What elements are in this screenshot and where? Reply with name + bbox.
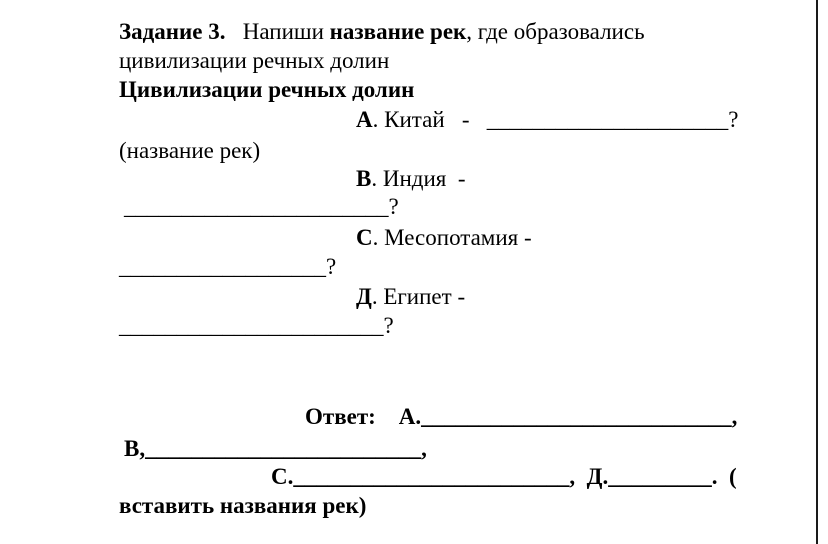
item-a-blank[interactable]: _____________________ — [486, 107, 729, 132]
answer-c[interactable]: С.________________________, — [271, 464, 576, 489]
item-d — [356, 283, 465, 311]
section-heading: Цивилизации речных долин — [119, 77, 415, 102]
item-c-mark: ? — [326, 254, 337, 279]
item-d-letter: Д — [356, 284, 372, 309]
answer-label: Ответ: — [305, 404, 376, 429]
task-label: Задание 3. — [119, 19, 226, 44]
answer-open-paren: ( — [728, 464, 737, 489]
item-d-answer-line — [119, 312, 394, 340]
item-a-continuation: (название рек) — [119, 138, 261, 163]
item-a — [356, 106, 739, 134]
item-b-text: . Индия - — [371, 166, 466, 191]
answer-d[interactable]: Д._________. — [586, 464, 718, 489]
task-heading-line — [119, 18, 645, 46]
page-edge-rule — [816, 0, 818, 544]
item-b-mark: ? — [388, 194, 399, 219]
answer-footer: вставить названия рек) — [119, 493, 367, 518]
answer-line-3 — [271, 463, 737, 491]
task-text-before: Напиши — [242, 19, 330, 44]
item-c-text: . Месопотамия - — [372, 225, 532, 250]
answer-a[interactable]: А.___________________________, — [398, 404, 738, 429]
answer-b[interactable]: В,________________________, — [124, 436, 427, 461]
item-a-mark: ? — [728, 107, 739, 132]
item-d-mark: ? — [383, 313, 394, 338]
item-b-answer-line — [124, 193, 399, 221]
item-a-letter: А — [356, 107, 373, 132]
item-d-text: . Египет - — [371, 284, 466, 309]
item-b-letter: В — [356, 166, 372, 191]
item-b — [356, 165, 466, 193]
answer-line-1 — [305, 403, 737, 431]
task-text-bold: название рек — [329, 19, 467, 44]
task-line-2: цивилизации речных долин — [119, 48, 390, 73]
item-c-answer-line — [119, 253, 336, 281]
item-a-text: . Китай - — [372, 107, 487, 132]
item-d-blank[interactable]: _______________________ — [119, 313, 384, 338]
task-text-after: , где образовались — [466, 19, 645, 44]
item-b-blank[interactable]: _______________________ — [124, 194, 389, 219]
item-c-blank[interactable]: __________________ — [119, 254, 326, 279]
item-c-letter: С — [356, 225, 373, 250]
item-c — [356, 224, 532, 252]
